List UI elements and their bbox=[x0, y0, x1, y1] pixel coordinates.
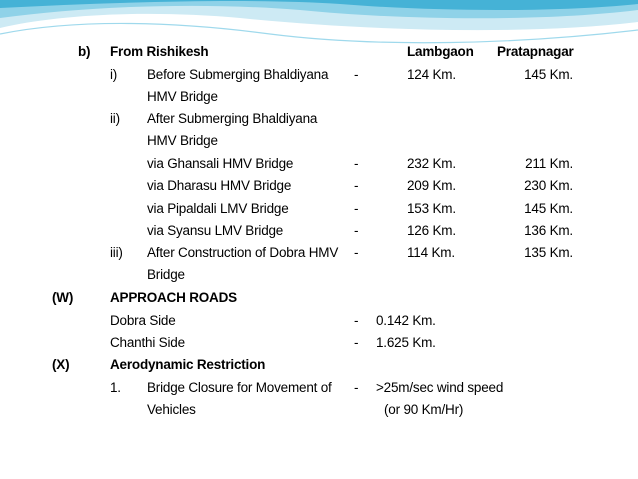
section-x-label: (X) bbox=[52, 357, 70, 372]
route-text: via Syansu LMV Bridge bbox=[147, 223, 284, 238]
item-text-line1: Before Submerging Bhaldiyana bbox=[147, 67, 329, 82]
wind-speed-limit: >25m/sec wind speed bbox=[376, 380, 504, 395]
item-number: iii) bbox=[110, 245, 123, 260]
item-text-line1: After Submerging Bhaldiyana bbox=[147, 111, 318, 126]
section-w-title: APPROACH ROADS bbox=[110, 290, 237, 305]
dash: - bbox=[354, 156, 359, 171]
approach-road-name: Dobra Side bbox=[110, 313, 176, 328]
dash: - bbox=[354, 245, 359, 260]
lambgaon-value: 232 Km. bbox=[407, 156, 456, 171]
section-b-label: b) bbox=[78, 44, 91, 59]
item-number: i) bbox=[110, 67, 118, 82]
lambgaon-value: 153 Km. bbox=[407, 201, 456, 216]
dash: - bbox=[354, 380, 359, 395]
section-w-label: (W) bbox=[52, 290, 74, 305]
lambgaon-value: 124 Km. bbox=[407, 67, 456, 82]
dash: - bbox=[354, 223, 359, 238]
item-number: 1. bbox=[110, 380, 121, 395]
column-header-lambgaon: Lambgaon bbox=[407, 44, 474, 59]
item-number: ii) bbox=[110, 111, 120, 126]
dash: - bbox=[354, 178, 359, 193]
pratapnagar-value: 145 Km. bbox=[524, 201, 573, 216]
lambgaon-value: 126 Km. bbox=[407, 223, 456, 238]
item-text-line2: HMV Bridge bbox=[147, 89, 218, 104]
dash: - bbox=[354, 335, 359, 350]
route-text: via Pipaldali LMV Bridge bbox=[147, 201, 289, 216]
approach-road-name: Chanthi Side bbox=[110, 335, 185, 350]
pratapnagar-value: 211 Km. bbox=[525, 156, 573, 171]
item-text-line2: Vehicles bbox=[147, 402, 196, 417]
pratapnagar-value: 136 Km. bbox=[524, 223, 573, 238]
pratapnagar-value: 135 Km. bbox=[524, 245, 573, 260]
item-text-line2: Bridge bbox=[147, 267, 185, 282]
item-text-line2: HMV Bridge bbox=[147, 133, 218, 148]
lambgaon-value: 114 Km. bbox=[407, 245, 455, 260]
item-text-line1: After Construction of Dobra HMV bbox=[147, 245, 339, 260]
dash: - bbox=[354, 313, 359, 328]
route-text: via Dharasu HMV Bridge bbox=[147, 178, 292, 193]
section-x-title: Aerodynamic Restriction bbox=[110, 357, 266, 372]
section-b-title: From Rishikesh bbox=[110, 44, 209, 59]
dash: - bbox=[354, 67, 359, 82]
item-text-line1: Bridge Closure for Movement of bbox=[147, 380, 332, 395]
approach-road-length: 1.625 Km. bbox=[376, 335, 436, 350]
route-text: via Ghansali HMV Bridge bbox=[147, 156, 294, 171]
wind-speed-limit-alt: (or 90 Km/Hr) bbox=[384, 402, 464, 417]
lambgaon-value: 209 Km. bbox=[407, 178, 456, 193]
column-header-pratapnagar: Pratapnagar bbox=[497, 44, 574, 59]
pratapnagar-value: 230 Km. bbox=[524, 178, 573, 193]
pratapnagar-value: 145 Km. bbox=[524, 67, 573, 82]
dash: - bbox=[354, 201, 359, 216]
approach-road-length: 0.142 Km. bbox=[376, 313, 436, 328]
